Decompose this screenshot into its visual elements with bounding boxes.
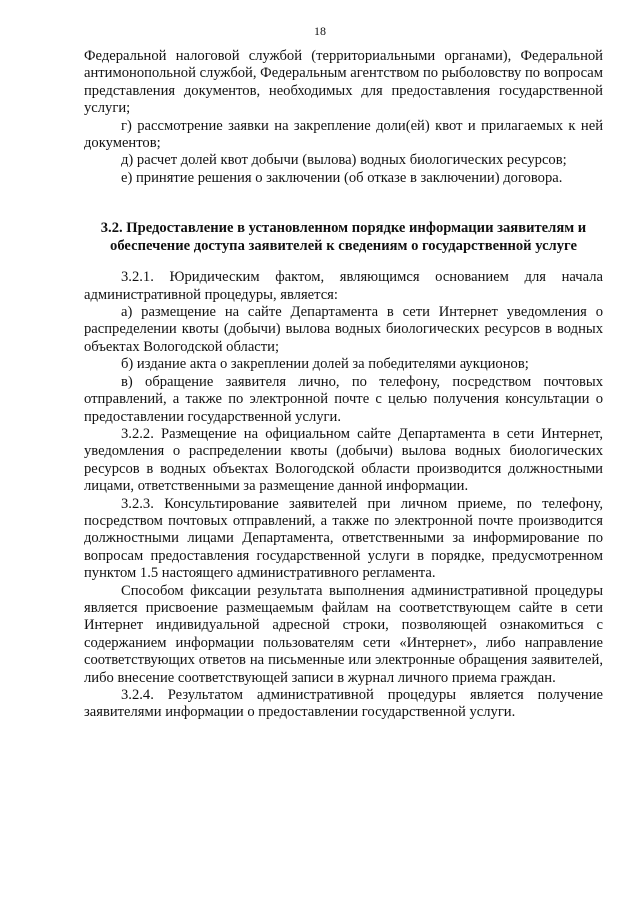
- paragraph: в) обращение заявителя лично, по телефону, посредством почтовых отправлений, а также по электронной почте с целью получения консультации о предоставлении государственной услуги.: [84, 373, 603, 425]
- paragraph: е) принятие решения о заключении (об отказе в заключении) договора.: [121, 169, 563, 186]
- section-heading: 3.2. Предоставление в установленном порядке информации заявителям и обеспечение доступа заявителей к сведениям о государственной услуге: [100, 220, 587, 255]
- document-body: [84, 48, 603, 722]
- paragraph: 3.2.4. Результатом административной процедуры является получение заявителями информации о предоставлении государственной услуги.: [84, 687, 603, 721]
- paragraph: г) рассмотрение заявки на закрепление доли(ей) квот и прилагаемых к ней документов;: [84, 117, 603, 152]
- paragraph: 3.2.3. Консультирование заявителей при личном приеме, по телефону, посредством почтовых отправлений, а также по электронной почте производится должностными лицами Департамента, ответственными за информирование по вопросам предоставления государственной услуги в порядке, предусмотренном пунктом 1.5 настоящего административного регламента.: [84, 495, 603, 582]
- page-number: 18: [314, 24, 326, 38]
- paragraph: а) размещение на сайте Департамента в сети Интернет уведомления о распределении квоты (добычи) вылова водных биологических ресурсов в водных объектах Вологодской области;: [84, 304, 603, 355]
- paragraph: Способом фиксации результата выполнения административной процедуры является присвоение размещаемым файлам на соответствующем сайте в сети Интернет индивидуальной адресной строки, позволяющей ознакомиться с содержанием информации пользователям сети «Интернет», либо направление соответствующих ответов на письменные или электронные обращения заявителей, либо внесение соответствующей записи в журнал личного приема граждан.: [84, 582, 603, 686]
- paragraph: д) расчет долей квот добычи (вылова) водных биологических ресурсов;: [121, 152, 567, 169]
- paragraph: 3.2.2. Размещение на официальном сайте Департамента в сети Интернет, уведомления о распределении квоты (добычи) вылова водных биологических ресурсов в водных объектах Вологодской области производится должностными лицами, ответственными за размещение данной информации.: [84, 425, 603, 495]
- paragraph: Федеральной налоговой службой (территориальными органами), Федеральной антимонопольной службой, Федеральным агентством по рыболовству по вопросам представления документов, необходимых для предоставления государственной услуги;: [84, 48, 603, 117]
- paragraph: б) издание акта о закреплении долей за победителями аукционов;: [121, 356, 529, 373]
- paragraph: 3.2.1. Юридическим фактом, являющимся основанием для начала административной процедуры, является:: [84, 269, 603, 303]
